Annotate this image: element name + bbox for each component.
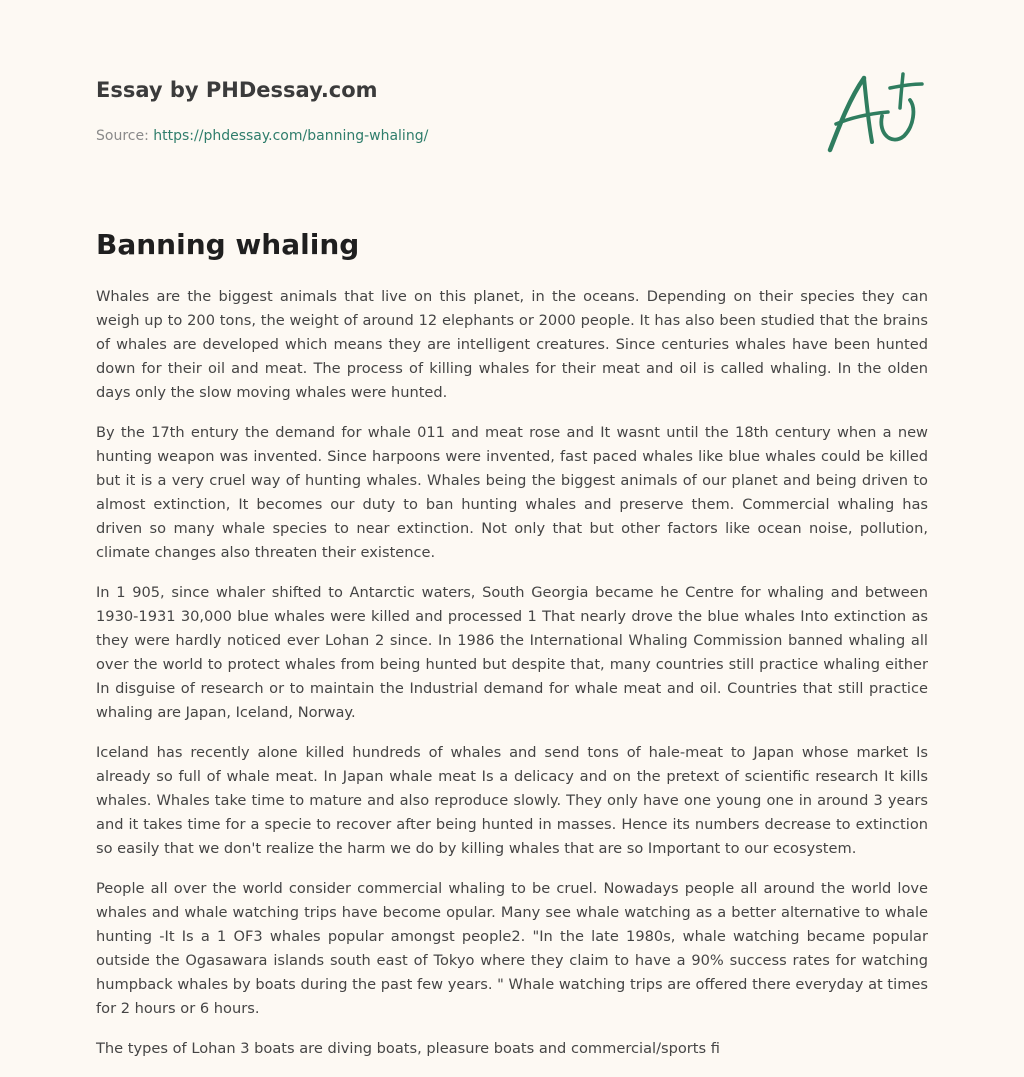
page-header [96, 76, 928, 176]
essay-paragraph: By the 17th entury the demand for whale 011 and meat rose and It wasnt until the 18th century when a new hunting weapon was invented. Since harpoons were invented, fast paced whales like blue whales could be killed but it is a very cruel way of hunting whales. Whales being the biggest animals of our planet and being driven to almost extinction, It becomes our duty to ban hunting whales and preserve them. Commercial whaling has driven so many whale species to near extinction. Not only that but other factors like ocean noise, pollution, climate changes also threaten their existence. [96, 424, 928, 561]
a-plus-grade-icon [820, 68, 928, 164]
brand-title: Essay by PHDessay.com [96, 78, 378, 102]
essay-paragraph: In 1 905, since whaler shifted to Antarctic waters, South Georgia became he Centre for whaling and between 1930-1931 30,000 blue whales were killed and processed 1 That nearly drove the blue whales Into extinction as they were hardly noticed ever Lohan 2 since. In 1986 the International Whaling Commission banned whaling all over the world to protect whales from being hunted but despite that, many countries still practice whaling either In disguise of research or to maintain the Industrial demand for whale meat and oil. Countries that still practice whaling are Japan, Iceland, Norway. [96, 584, 928, 721]
source-label: Source: [96, 128, 149, 144]
essay-paragraph: The types of Lohan 3 boats are diving boats, pleasure boats and commercial/sports fi [96, 1040, 720, 1057]
essay-paragraph: Iceland has recently alone killed hundreds of whales and send tons of hale-meat to Japan whose market Is already so full of whale meat. In Japan whale meat Is a delicacy and on the pretext of scientific research It kills whales. Whales take time to mature and also reproduce slowly. They only have one young one in around 3 years and it takes time for a specie to recover after being hunted in masses. Hence its numbers decrease to extinction so easily that we don't realize the harm we do by killing whales that are so Important to our ecosystem. [96, 744, 928, 857]
essay-title: Banning whaling [96, 228, 360, 261]
essay-body [96, 285, 928, 1077]
essay-paragraph: Whales are the biggest animals that live on this planet, in the oceans. Depending on their species they can weigh up to 200 tons, the weight of around 12 elephants or 2000 people. It has also been studied that the brains of whales are developed which means they are intelligent creatures. Since centuries whales have been hunted down for their oil and meat. The process of killing whales for their meat and oil is called whaling. In the olden days only the slow moving whales were hunted. [96, 288, 928, 401]
essay-paragraph: People all over the world consider commercial whaling to be cruel. Nowadays people all around the world love whales and whale watching trips have become opular. Many see whale watching as a better alternative to whale hunting -It Is a 1 OF3 whales popular amongst people2. "In the late 1980s, whale watching became popular outside the Ogasawara islands south east of Tokyo where they claim to have a 90% success rates for watching humpback whales by boats during the past few years. " Whale watching trips are offered there everyday at times for 2 hours or 6 hours. [96, 880, 928, 1017]
source-line [96, 126, 928, 146]
source-link[interactable]: https://phdessay.com/banning-whaling/ [153, 128, 429, 144]
